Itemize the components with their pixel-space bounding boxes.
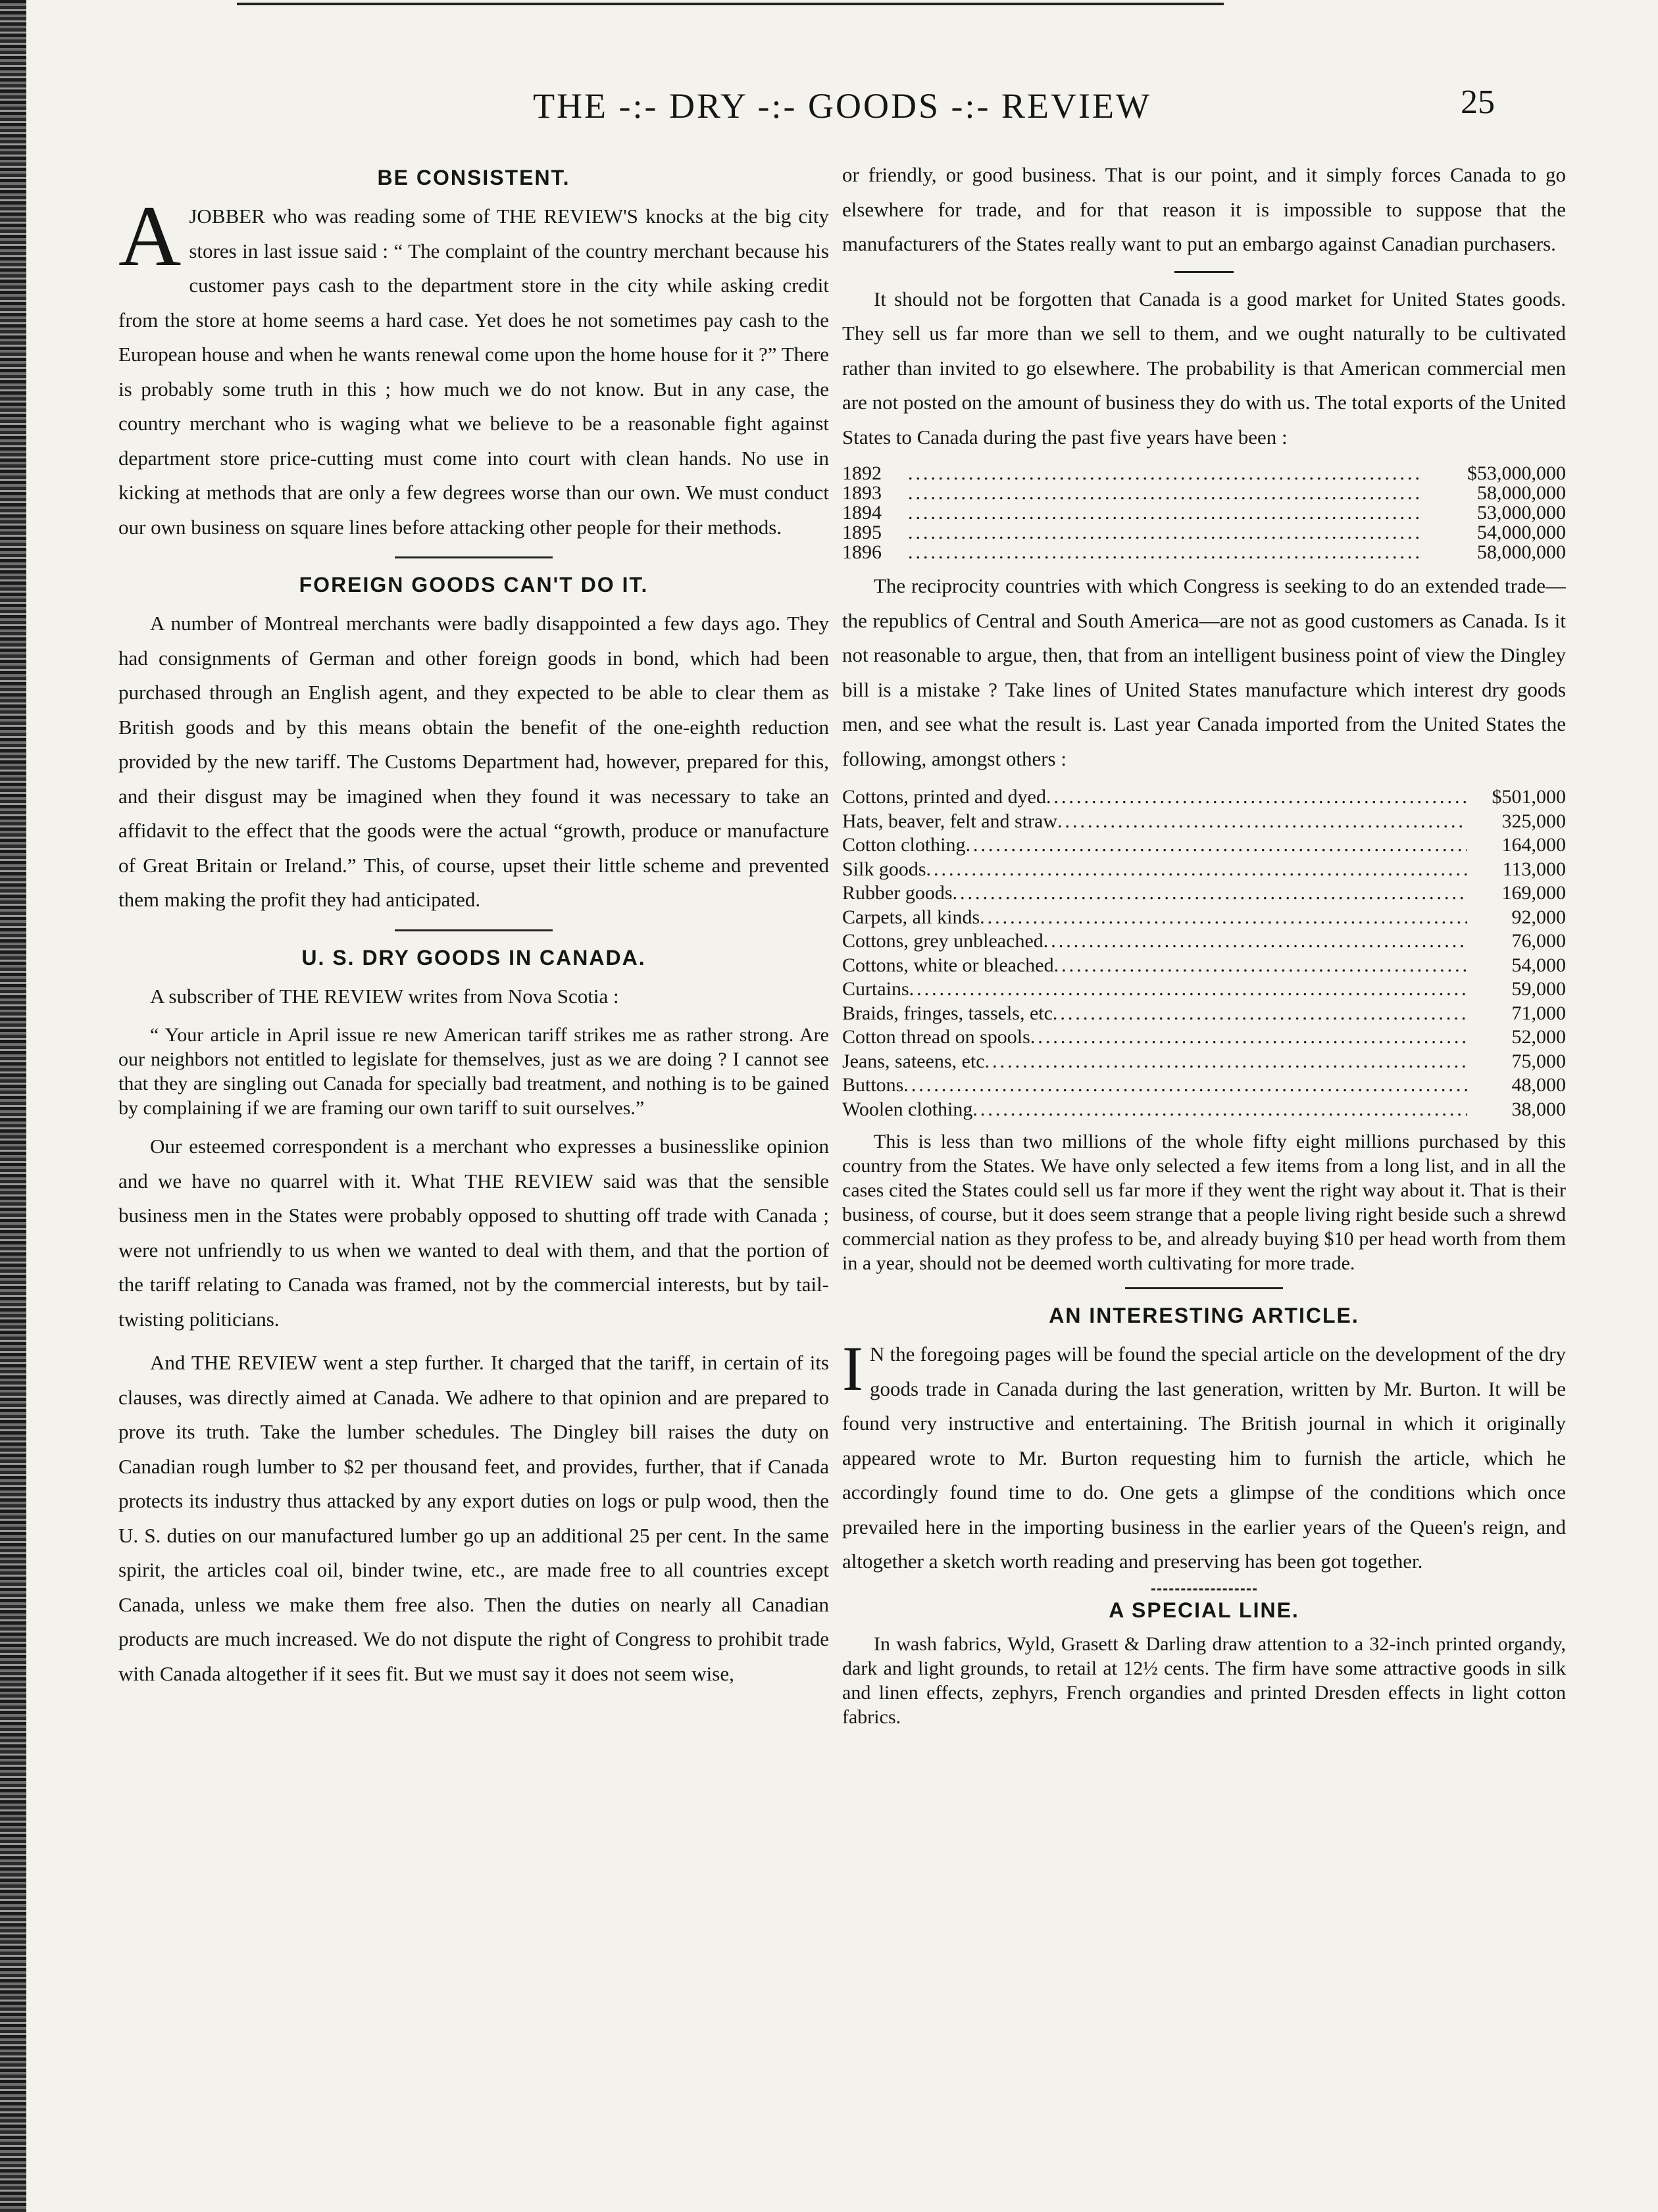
dot-leader (926, 858, 1467, 882)
heading-special-line: A SPECIAL LINE. (1109, 1598, 1299, 1622)
section-divider (1151, 1588, 1257, 1590)
import-item: Curtains (842, 978, 909, 1000)
paragraph: The reciprocity countries with which Congress is seeking to do an extended trade—the republics of Central and South America—are not as good customers as Canada. Is it not reasonable to argue, then, that from an intelligent business point of view the Dingley bill is a mistake ? Take lines of United States manufacture which interest dry goods men, and see what the result is. Last year Canada imported from the United States the following, amongst others : (842, 574, 1566, 770)
export-amount: 53,000,000 (1477, 502, 1566, 524)
dot-leader (1046, 785, 1467, 810)
heading-interesting-article: AN INTERESTING ARTICLE. (1049, 1304, 1359, 1327)
exports-row (842, 523, 1566, 543)
dot-leader (908, 543, 1421, 562)
section-divider (395, 556, 553, 558)
paragraph-continued: or friendly, or good business. That is our point, and it simply forces Canada to go elsewhere for trade, and for that reason it is impossible to suppose that the manufacturers of the States really want to put an embargo against Canadian purchasers. (842, 163, 1566, 255)
export-amount: 54,000,000 (1477, 522, 1566, 543)
drop-cap: I (842, 1333, 863, 1404)
left-column (118, 158, 829, 1700)
dot-leader (908, 464, 1421, 483)
import-amount: 164,000 (1501, 834, 1566, 856)
quoted-letter: “ Your article in April issue re new American tariff strikes me as rather strong. Are our neighbors not entitled to legislate for themselves, just as we are doing ? I cannot see that they are singling out Canada for specially bad treatment, and nothing is to be gained by complaining if we are framing our own tariff to suit ourselves.” (118, 1024, 829, 1119)
imports-row (842, 977, 1566, 1002)
section-divider (395, 929, 553, 931)
exports-row (842, 483, 1566, 503)
export-amount: $53,000,000 (1467, 462, 1566, 484)
dot-leader (908, 483, 1421, 503)
dot-leader (1030, 1025, 1467, 1050)
imports-row (842, 858, 1566, 882)
import-amount: 38,000 (1511, 1098, 1566, 1120)
import-amount: 113,000 (1502, 858, 1566, 880)
exports-row (842, 464, 1566, 483)
section-divider (1174, 271, 1234, 273)
right-column (842, 158, 1566, 1738)
import-item: Braids, fringes, tassels, etc (842, 1002, 1053, 1024)
import-amount: 54,000 (1511, 954, 1566, 976)
page-header: THE -:- DRY -:- GOODS -:- REVIEW (533, 86, 1151, 126)
paragraph: Our esteemed correspondent is a merchant who expresses a businesslike opinion and we have no quarrel with it. What THE REVIEW said was that the sensible business men in the States were probably opposed to shutting off trade with Canada ; were not unfriendly to us when we wanted to deal with them, and that the portion of the tariff relating to Canada was framed, not by the commercial interests, but by tail-twisting politicians. (118, 1135, 829, 1331)
paragraph: I N the foregoing pages will be found the special article on the development of the dry goods trade in Canada during the last generation, written by Mr. Burton. It will be found very instructive and entertaining. The British journal in which it originally appeared wrote to Mr. Burton requesting him to furnish the article, which he accordingly found time to do. One gets a glimpse of the conditions which once prevailed here in the importing business in the earlier years of the Queen's reign, and altogether a sketch worth reading and preserving has been got together. (842, 1333, 1566, 1573)
imports-row (842, 833, 1566, 858)
article-us-dry-goods (118, 946, 829, 1692)
imports-row (842, 1050, 1566, 1074)
dot-leader (908, 503, 1421, 523)
heading-be-consistent: BE CONSISTENT. (377, 166, 570, 189)
import-amount: 52,000 (1511, 1026, 1566, 1048)
dot-leader (972, 1098, 1467, 1122)
import-amount: 169,000 (1501, 882, 1566, 904)
export-amount: 58,000,000 (1477, 541, 1566, 563)
page-number: 25 (1461, 84, 1495, 121)
dot-leader (908, 523, 1421, 543)
article-foreign-goods (118, 573, 829, 918)
import-amount: 71,000 (1511, 1002, 1566, 1024)
paragraph: And THE REVIEW went a step further. It charged that the tariff, in certain of its clauses, was directly aimed at Canada. We adhere to that opinion and are prepared to prove its truth. Take the lumber schedules. The Dingley bill raises the duty on Canadian rough lumber to $2 per thousand feet, and provides, further, that if Canada protects its industry thus attacked by any export duties on logs or pulp wood, then the U. S. duties on our manufactured lumber go up an additional 25 per cent. In the same spirit, the articles coal oil, binder twine, etc., are made free to all countries except Canada, unless we make them free also. Then the duties on nearly all Canadian products are much increased. We do not dispute the right of Congress to prohibit trade with Canada altogether if it sees fit. But we must say it does not seem wise, (118, 1351, 829, 1685)
article-interesting (842, 1304, 1566, 1579)
paragraph: It should not be forgotten that Canada is a good market for United States goods. They sell us far more than we sell to them, and we ought naturally to be cultivated rather than invited to go elsewhere. The probability is that American commercial men are not posted on the amount of business they do with us. The total exports of the United States to Canada during the past five years have been : (842, 287, 1566, 449)
paragraph: A subscriber of THE REVIEW writes from Nova Scotia : (150, 984, 619, 1008)
import-amount: 59,000 (1511, 978, 1566, 1000)
exports-row (842, 503, 1566, 523)
export-year: 1892 (842, 462, 882, 484)
imports-row (842, 906, 1566, 930)
export-amount: 58,000,000 (1477, 482, 1566, 504)
article-be-consistent (118, 166, 829, 545)
paragraph: AJOBBER who was reading some of THE REVIEW'S knocks at the big city stores in last issue said : “ The complaint of the country merchant because his customer pays cash to the department store in the city while asking credit from the store at home seems a hard case. Yet does he not sometimes pay cash to the European house and when he wants renewal come upon the home house for it ?” There is probably some truth in this ; how much we do not know. But in any case, the country merchant who is waging what we believe to be a reasonable fight against department store price-cutting must come into court with clean hands. No use in kicking at methods that are only a few degrees worse than our own. We must conduct our own business on square lines before attacking other people for their methods. (118, 187, 829, 539)
imports-row (842, 881, 1566, 906)
imports-row (842, 1073, 1566, 1098)
import-item: Rubber goods (842, 882, 953, 904)
import-item: Cotton thread on spools (842, 1026, 1030, 1048)
import-amount: 48,000 (1511, 1074, 1566, 1096)
dot-leader (1043, 929, 1467, 954)
import-item: Woolen clothing (842, 1098, 973, 1120)
dot-leader (980, 906, 1467, 930)
dot-leader (1057, 810, 1467, 834)
export-year: 1895 (842, 522, 882, 543)
dot-leader (1053, 1002, 1467, 1026)
import-amount: $501,000 (1492, 786, 1566, 808)
dot-leader (985, 1050, 1467, 1074)
imports-row (842, 785, 1566, 810)
import-item: Silk goods (842, 858, 926, 880)
import-amount: 76,000 (1511, 930, 1566, 952)
import-item: Carpets, all kinds (842, 906, 980, 928)
export-year: 1893 (842, 482, 882, 504)
paragraph: In wash fabrics, Wyld, Grasett & Darling draw attention to a 32-inch printed organdy, dark and light grounds, to retail at 12½ cents. The firm have some attractive goods in silk and linen effects, zephyrs, French organdies and printed Dresden effects in light cotton fabrics. (842, 1633, 1566, 1728)
export-year: 1894 (842, 502, 882, 524)
import-item: Hats, beaver, felt and straw (842, 810, 1057, 832)
paragraph: A number of Montreal merchants were badly disappointed a few days ago. They had consignments of German and other foreign goods in bond, which had been purchased through an English agent, and they expected to be able to clear them as British goods and by this means obtain the benefit of the one-eighth reduction provided by the new tariff. The Customs Department had, however, prepared for this, and their disgust may be imagined when they found it was necessary to take an affidavit to the effect that the goods were the actual “growth, produce or manufacture of Great Britain or Ireland.” This, of course, upset their little scheme and prevented them making the profit they had anticipated. (118, 612, 829, 911)
imports-row (842, 1098, 1566, 1122)
dot-leader (953, 881, 1468, 906)
import-item: Jeans, sateens, etc (842, 1050, 985, 1072)
drop-cap: A (118, 187, 182, 284)
import-amount: 75,000 (1511, 1050, 1566, 1072)
dot-leader (1054, 954, 1467, 978)
import-amount: 92,000 (1511, 906, 1566, 928)
imports-table (842, 785, 1566, 1121)
imports-row (842, 929, 1566, 954)
dot-leader (966, 833, 1468, 858)
section-divider (1125, 1287, 1283, 1289)
page-binding-edge (0, 0, 26, 2212)
top-rule (237, 3, 1224, 5)
import-item: Cottons, grey unbleached (842, 930, 1043, 952)
import-item: Cottons, white or bleached (842, 954, 1054, 976)
dot-leader (903, 1073, 1467, 1098)
exports-row (842, 543, 1566, 562)
import-amount: 325,000 (1501, 810, 1566, 832)
import-item: Buttons (842, 1074, 904, 1096)
imports-row (842, 954, 1566, 978)
imports-row (842, 810, 1566, 834)
imports-row (842, 1025, 1566, 1050)
import-item: Cotton clothing (842, 834, 966, 856)
heading-foreign-goods: FOREIGN GOODS CAN'T DO IT. (299, 573, 649, 597)
paragraph-small-type: This is less than two millions of the whole fifty eight millions purchased by this country from the States. We have only selected a few items from a long list, and in all the cases cited the States could sell us far more if they went the right way about it. That is their business, of course, but it does seem strange that a people living right beside such a shrewd commercial nation as they profess to be, and already buying $10 per head worth from them in a year, should not be deemed worth cultivating for more trade. (842, 1131, 1566, 1274)
dot-leader (909, 977, 1467, 1002)
export-year: 1896 (842, 541, 882, 563)
imports-row (842, 1002, 1566, 1026)
article-special-line (842, 1598, 1566, 1729)
import-item: Cottons, printed and dyed (842, 786, 1046, 808)
exports-table (842, 464, 1566, 562)
heading-us-dry-goods: U. S. DRY GOODS IN CANADA. (301, 945, 646, 970)
